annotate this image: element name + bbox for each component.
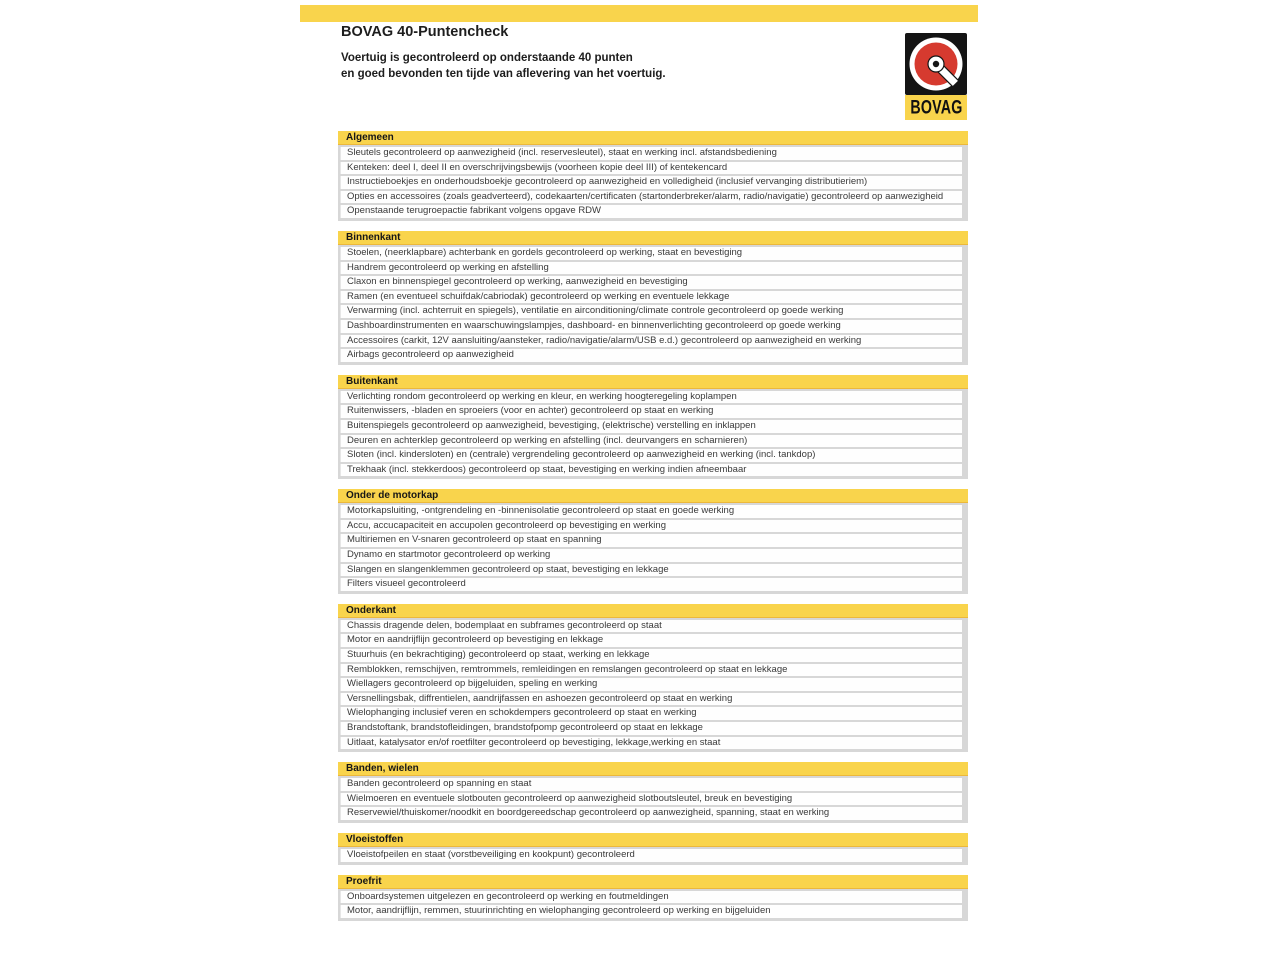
checklist-section: [338, 762, 968, 823]
checklist-item: [340, 520, 962, 533]
checklist-item-text: Remblokken, remschijven, remtrommels, remleidingen en remslangen gecontroleerd op staat en lekkage: [347, 663, 788, 675]
section-header: Onder de motorkap: [338, 489, 968, 503]
bovag-logo-wordmark: [905, 95, 967, 120]
checklist-item-text: Wielmoeren en eventuele slotbouten gecontroleerd op aanwezigheid slotboutsleutel, breuk en bevestiging: [347, 792, 793, 804]
section-rows: [338, 505, 968, 591]
checklist-item: [340, 147, 962, 160]
checklist-item-text: Ramen (en eventueel schuifdak/cabriodak) gecontroleerd op werking en eventuele lekkage: [347, 290, 730, 302]
checklist-item: [340, 793, 962, 806]
checklist-item-text: Brandstoftank, brandstofleidingen, brandstofpomp gecontroleerd op staat en lekkage: [347, 722, 703, 733]
checklist-item-text: Sleutels gecontroleerd op aanwezigheid (incl. reservesleutel), staat en werking incl. afstandsbediening: [347, 147, 777, 158]
checklist-item-text: Openstaande terugroepactie fabrikant volgens opgave RDW: [347, 205, 602, 217]
checklist-item-text: Buitenspiegels gecontroleerd op aanwezigheid, bevestiging, (elektrische) verstelling en inklappen: [347, 419, 756, 431]
checklist-item: [340, 291, 962, 304]
checklist-item-text: Slangen en slangenklemmen gecontroleerd op staat, bevestiging en lekkage: [347, 563, 669, 575]
checklist-item: [340, 262, 962, 275]
checklist-item-text: Accessoires (carkit, 12V aansluiting/aansteker, radio/navigatie/alarm/USB e.d.) gecontroleerd op aanwezigheid en werking: [347, 334, 862, 346]
checklist-item: [340, 549, 962, 562]
checklist-item: [340, 191, 962, 204]
checklist-item-text: Wiellagers gecontroleerd op bijgeluiden, speling en werking: [347, 678, 598, 690]
checklist-item: [340, 707, 962, 720]
bovag-logo-text: BOVAG: [909, 96, 963, 119]
checklist-item-text: Kenteken: deel I, deel II en overschrijvingsbewijs (voorheen kopie deel III) of kentekencard: [347, 161, 728, 173]
checklist-item: [340, 276, 962, 289]
checklist-item: [340, 578, 962, 591]
checklist-item: [340, 391, 962, 404]
section-header: Algemeen: [338, 131, 968, 145]
checklist-item-text: Chassis dragende delen, bodemplaat en subframes gecontroleerd op staat: [347, 619, 662, 631]
checklist-item: [340, 320, 962, 333]
section-header: Binnenkant: [338, 231, 968, 245]
checklist-item-text: Motorkapsluiting, -ontgrendeling en -binnenisolatie gecontroleerd op staat en goede werking: [347, 505, 735, 517]
document-page: [300, 0, 980, 960]
checklist-item-text: Handrem gecontroleerd op werking en afstelling: [347, 261, 549, 273]
checklist-item: [340, 891, 962, 904]
checklist-item: [340, 162, 962, 175]
intro-line-1: Voertuig is gecontroleerd op onderstaande 40 punten: [341, 52, 633, 64]
checklist-item-text: Verwarming (incl. achterruit en spiegels), ventilatie en airconditioning/climate controle gecontroleerd op goede werking: [347, 305, 844, 317]
checklist-item-text: Onboardsystemen uitgelezen en gecontroleerd op werking en foutmeldingen: [347, 890, 669, 902]
checklist-item: [340, 176, 962, 189]
checklist-item-text: Motor, aandrijflijn, remmen, stuurinrichting en wielophanging gecontroleerd op werking en bijgeluiden: [347, 905, 771, 917]
checklist-item: [340, 435, 962, 448]
checklist-item-text: Accu, accucapaciteit en accupolen gecontroleerd op bevestiging en werking: [347, 519, 666, 531]
checklist-item-text: Uitlaat, katalysator en/of roetfilter gecontroleerd op bevestiging, lekkage,werking en staat: [347, 736, 721, 748]
checklist-item-text: Wielophanging inclusief veren en schokdempers gecontroleerd op staat en werking: [347, 707, 697, 719]
checklist-section: [338, 131, 968, 221]
checklist-item: [340, 693, 962, 706]
checklist-item-text: Sloten (incl. kindersloten) en (centrale) vergrendeling gecontroleerd op aanwezigheid en werking (incl. tankdop): [347, 449, 816, 461]
checklist-item: [340, 247, 962, 260]
checklist-item-text: Verlichting rondom gecontroleerd op werking en kleur, en werking hoogteregeling koplampen: [347, 390, 737, 402]
checklist-item: [340, 534, 962, 547]
section-header: Onderkant: [338, 604, 968, 618]
checklist-item: [340, 305, 962, 318]
checklist-item: [340, 849, 962, 862]
section-header: Proefrit: [338, 875, 968, 889]
section-rows: [338, 849, 968, 862]
section-rows: [338, 620, 968, 749]
checklist-item: [340, 620, 962, 633]
bovag-logo-mark: [905, 33, 967, 95]
checklist-item-text: Multiriemen en V-snaren gecontroleerd op staat en spanning: [347, 534, 602, 546]
checklist-item-text: Motor en aandrijflijn gecontroleerd op bevestiging en lekkage: [347, 634, 604, 646]
checklist-item: [340, 678, 962, 691]
checklist-item: [340, 335, 962, 348]
checklist-item-text: Claxon en binnenspiegel gecontroleerd op werking, aanwezigheid en bevestiging: [347, 276, 688, 288]
checklist-item-text: Ruitenwissers, -bladen en sproeiers (voor en achter) gecontroleerd op staat en werking: [347, 405, 714, 417]
checklist-item: [340, 807, 962, 820]
checklist-item-text: Stuurhuis (en bekrachtiging) gecontroleerd op staat, werking en lekkage: [347, 649, 650, 661]
page-title: BOVAG 40-Puntencheck: [341, 24, 509, 40]
section-rows: [338, 391, 968, 477]
checklist-item: [340, 634, 962, 647]
checklist-item: [340, 722, 962, 735]
checklist-item: [340, 737, 962, 750]
intro-text: [341, 50, 666, 82]
checklist-item-text: Airbags gecontroleerd op aanwezigheid: [347, 349, 514, 361]
section-rows: [338, 247, 968, 362]
checklist-item: [340, 564, 962, 577]
checklist-section: [338, 231, 968, 365]
checklist-item: [340, 205, 962, 218]
checklist-item-text: Dashboardinstrumenten en waarschuwingslampjes, dashboard- en binnenverlichting gecontroleerd op goede werking: [347, 319, 841, 331]
section-header: Banden, wielen: [338, 762, 968, 776]
checklist-item-text: Dynamo en startmotor gecontroleerd op werking: [347, 549, 551, 561]
checklist-item-text: Stoelen, (neerklapbare) achterbank en gordels gecontroleerd op werking, staat en bevestiging: [347, 246, 743, 258]
checklist-item: [340, 464, 962, 477]
checklist-section: [338, 375, 968, 480]
checklist-section: [338, 489, 968, 594]
top-accent-bar: [300, 5, 978, 22]
intro-line-2: en goed bevonden ten tijde van aflevering van het voertuig.: [341, 68, 666, 80]
checklist-section: [338, 875, 968, 921]
checklist-item-text: Instructieboekjes en onderhoudsboekje gecontroleerd op aanwezigheid en volledigheid (inclusief vervanging distributieriem): [347, 176, 868, 188]
bovag-logo: [905, 33, 967, 120]
section-rows: [338, 778, 968, 820]
checklist-item: [340, 778, 962, 791]
checklist-section: [338, 604, 968, 752]
checklist-item-text: Trekhaak (incl. stekkerdoos) gecontroleerd op staat, bevestiging en werking indien afneembaar: [347, 463, 747, 475]
checklist-item-text: Versnellingsbak, diffrentielen, aandrijfassen en ashoezen gecontroleerd op staat en werking: [347, 692, 733, 704]
checklist-item: [340, 664, 962, 677]
checklist-item: [340, 449, 962, 462]
checklist-item-text: Opties en accessoires (zoals geadverteerd), codekaarten/certificaten (startonderbreker/alarm, radio/navigatie) gecontroleerd op aanwezigheid: [347, 190, 944, 202]
section-rows: [338, 147, 968, 218]
checklist-item-text: Filters visueel gecontroleerd: [347, 578, 466, 590]
checklist-item-text: Vloeistofpeilen en staat (vorstbeveiliging en kookpunt) gecontroleerd: [347, 848, 635, 860]
checklist-item-text: Deuren en achterklep gecontroleerd op werking en afstelling (incl. deurvangers en scharnieren): [347, 434, 748, 446]
checklist: [338, 131, 968, 931]
checklist-item-text: Reservewiel/thuiskomer/noodkit en boordgereedschap gecontroleerd op aanwezigheid, spanning, staat en werking: [347, 807, 830, 819]
checklist-item: [340, 405, 962, 418]
checklist-section: [338, 833, 968, 865]
checklist-item: [340, 420, 962, 433]
checklist-item: [340, 505, 962, 518]
checklist-item: [340, 905, 962, 918]
checklist-item: [340, 349, 962, 362]
section-rows: [338, 891, 968, 918]
section-header: Vloeistoffen: [338, 833, 968, 847]
checklist-item: [340, 649, 962, 662]
checklist-item-text: Banden gecontroleerd op spanning en staat: [347, 778, 532, 790]
section-header: Buitenkant: [338, 375, 968, 389]
